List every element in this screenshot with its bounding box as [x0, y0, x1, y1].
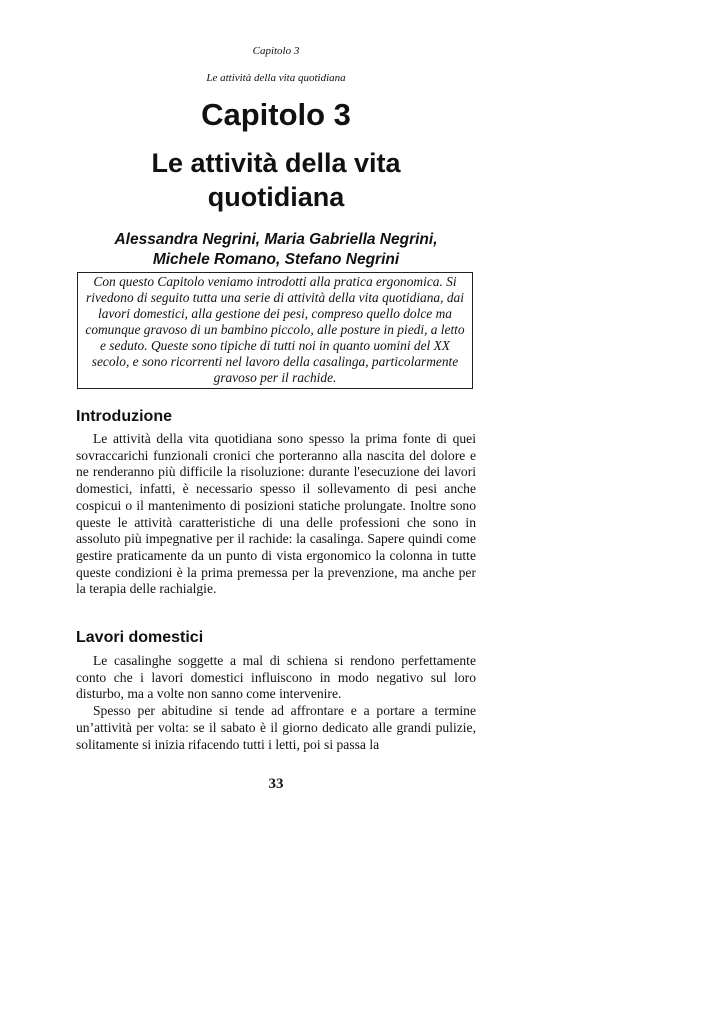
section-body-introduzione — [76, 431, 476, 598]
chapter-subtitle: Le attività della vita quotidiana — [151, 148, 401, 212]
paragraph: Spesso per abitudine si tende ad affrontare e a portare a termine un’attività per volta: se il sabato è il giorno dedicato alle grandi pulizie, solitamente si inizia rifacendo tutti i letti, poi si passa la — [76, 703, 476, 752]
authors — [76, 230, 476, 270]
chapter-title: Capitolo 3 — [201, 97, 351, 132]
running-header-chapter: Capitolo 3 — [252, 45, 300, 57]
section-body-lavori-domestici — [76, 653, 476, 753]
authors-line-2: Michele Romano, Stefano Negrini — [152, 251, 400, 268]
section-heading-introduzione: Introduzione — [76, 408, 172, 425]
running-header-title: Le attività della vita quotidiana — [206, 72, 346, 84]
paragraph: Le casalinghe soggette a mal di schiena si rendono perfettamente conto che i lavori domestici influiscono in modo negativo sul loro disturbo, ma a volte non sanno come intervenire. — [76, 653, 476, 702]
section-heading-lavori-domestici: Lavori domestici — [76, 629, 204, 646]
abstract-box: Con questo Capitolo veniamo introdotti alla pratica ergonomica. Si rivedono di seguito tutta una serie di attività della vita quotidiana, dai lavori domestici, alla gestione dei pesi, compreso quello dolce ma comunque gravoso di un bambino piccolo, alle posture in piedi, a letto e seduto. Queste sono tipiche di tutti noi in quanto uomini del XX secolo, e sono ricorrenti nel lavoro della casalinga, particolarmente gravoso per il rachide. — [77, 272, 473, 389]
page-number: 33 — [268, 776, 284, 792]
paragraph: Le attività della vita quotidiana sono spesso la prima fonte di quei sovraccarichi funzionali cronici che porteranno alla nascita del dolore e ne renderanno più difficile la risoluzione: durante l'esecuzione dei lavori domestici, infatti, è necessario spesso il sollevamento di pesi anche cospicui o il mantenimento di posizioni statiche prolungate. Inoltre sono queste le attività caratteristiche di una delle professioni che sono in assoluto più impegnative per il rachide: la casalinga. Sapere quindi come gestire praticamente da un punto di vista ergonomico la colonna in tutte queste condizioni è la prima premessa per la prevenzione, ma anche per la terapia delle rachialgie. — [76, 431, 476, 597]
authors-line-1: Alessandra Negrini, Maria Gabriella Negrini, — [114, 231, 438, 248]
